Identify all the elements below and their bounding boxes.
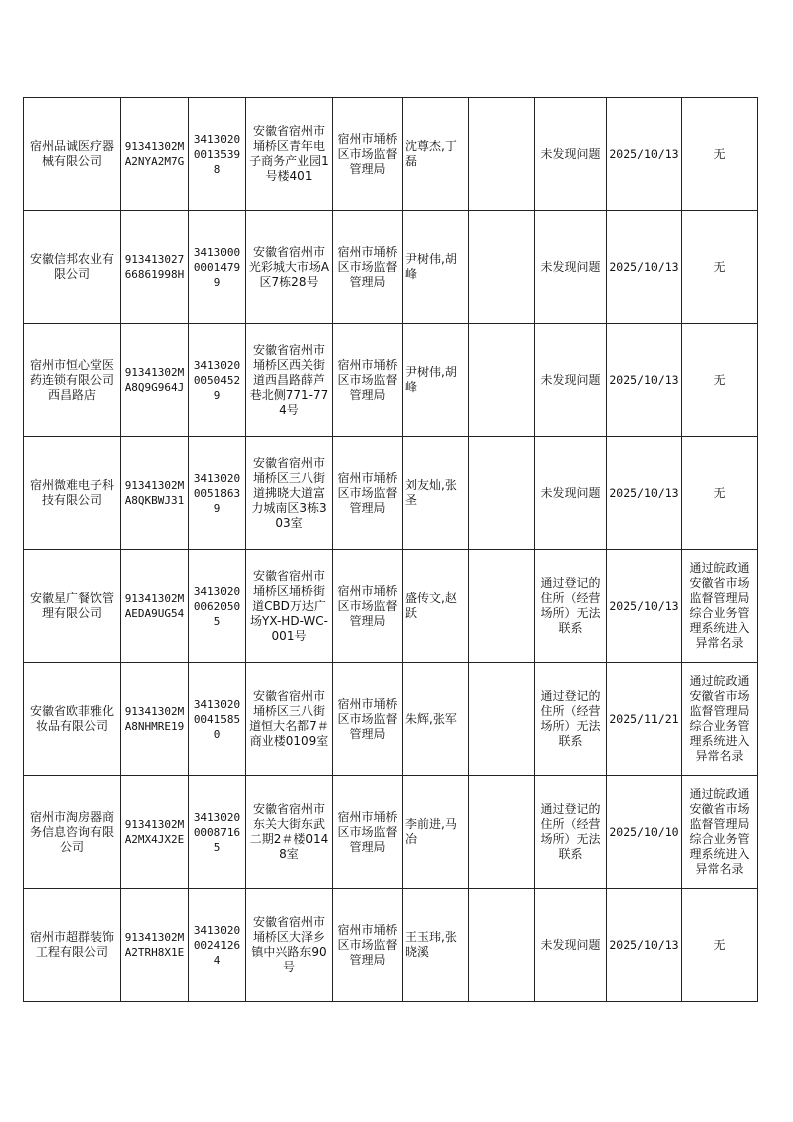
address-cell: 安徽省宿州市埇桥区青年电子商务产业园1号楼401	[246, 98, 333, 211]
result-cell: 未发现问题	[535, 98, 607, 211]
result-cell: 未发现问题	[535, 437, 607, 550]
action-cell: 无	[682, 98, 758, 211]
table-row	[24, 211, 758, 324]
company-name-cell: 宿州市淘房器商务信息咨询有限公司	[24, 776, 121, 889]
blank-cell	[469, 889, 535, 1002]
inspectors-cell: 尹树伟,胡峰	[403, 211, 469, 324]
inspectors-cell: 尹树伟,胡峰	[403, 324, 469, 437]
table-row	[24, 324, 758, 437]
authority-cell: 宿州市埇桥区市场监督管理局	[333, 889, 403, 1002]
registration-number-cell: 341302000415850	[189, 663, 246, 776]
blank-cell	[469, 211, 535, 324]
registration-number-cell: 341302000504529	[189, 324, 246, 437]
company-name-cell: 宿州市恒心堂医药连锁有限公司西昌路店	[24, 324, 121, 437]
company-name-cell: 宿州品诚医疗器械有限公司	[24, 98, 121, 211]
credit-code-cell: 91341302MAEDA9UG54	[121, 550, 189, 663]
date-cell: 2025/10/10	[607, 776, 682, 889]
address-cell: 安徽省宿州市东关大街东武二期2＃楼0148室	[246, 776, 333, 889]
address-cell: 安徽省宿州市埇桥区大泽乡镇中兴路东90号	[246, 889, 333, 1002]
table-row	[24, 550, 758, 663]
action-cell: 通过皖政通安徽省市场监督管理局综合业务管理系统进入异常名录	[682, 663, 758, 776]
blank-cell	[469, 776, 535, 889]
inspectors-cell: 朱辉,张军	[403, 663, 469, 776]
authority-cell: 宿州市埇桥区市场监督管理局	[333, 776, 403, 889]
blank-cell	[469, 663, 535, 776]
credit-code-cell: 91341302MA8NHMRE19	[121, 663, 189, 776]
inspectors-cell: 盛传文,赵跃	[403, 550, 469, 663]
date-cell: 2025/10/13	[607, 324, 682, 437]
action-cell: 无	[682, 324, 758, 437]
company-name-cell: 宿州市超群装饰工程有限公司	[24, 889, 121, 1002]
authority-cell: 宿州市埇桥区市场监督管理局	[333, 211, 403, 324]
authority-cell: 宿州市埇桥区市场监督管理局	[333, 663, 403, 776]
action-cell: 无	[682, 889, 758, 1002]
result-cell: 未发现问题	[535, 211, 607, 324]
credit-code-cell: 91341302MA2NYA2M7G	[121, 98, 189, 211]
inspectors-cell: 王玉玮,张晓溪	[403, 889, 469, 1002]
address-cell: 安徽省宿州市埇桥区三八街道拂晓大道富力城南区3栋303室	[246, 437, 333, 550]
blank-cell	[469, 98, 535, 211]
credit-code-cell: 91341302766861998H	[121, 211, 189, 324]
date-cell: 2025/10/13	[607, 211, 682, 324]
result-cell: 通过登记的住所（经营场所）无法联系	[535, 663, 607, 776]
registration-number-cell: 341302000241264	[189, 889, 246, 1002]
address-cell: 安徽省宿州市埇桥区三八街道恒大名都7＃商业楼0109室	[246, 663, 333, 776]
result-cell: 未发现问题	[535, 889, 607, 1002]
blank-cell	[469, 324, 535, 437]
date-cell: 2025/10/13	[607, 550, 682, 663]
result-cell: 通过登记的住所（经营场所）无法联系	[535, 550, 607, 663]
company-name-cell: 安徽信邦农业有限公司	[24, 211, 121, 324]
address-cell: 安徽省宿州市埇桥区西关街道西昌路薛芦巷北侧771-774号	[246, 324, 333, 437]
credit-code-cell: 91341302MA2MX4JX2E	[121, 776, 189, 889]
authority-cell: 宿州市埇桥区市场监督管理局	[333, 550, 403, 663]
blank-cell	[469, 550, 535, 663]
authority-cell: 宿州市埇桥区市场监督管理局	[333, 98, 403, 211]
credit-code-cell: 91341302MA2TRH8X1E	[121, 889, 189, 1002]
date-cell: 2025/10/13	[607, 98, 682, 211]
inspectors-cell: 李前进,马冶	[403, 776, 469, 889]
registration-number-cell: 341302000135398	[189, 98, 246, 211]
table-body	[24, 98, 758, 1002]
authority-cell: 宿州市埇桥区市场监督管理局	[333, 324, 403, 437]
credit-code-cell: 91341302MA8Q9G964J	[121, 324, 189, 437]
blank-cell	[469, 437, 535, 550]
company-name-cell: 安徽省欧菲雅化妆品有限公司	[24, 663, 121, 776]
registration-number-cell: 341302000620505	[189, 550, 246, 663]
table-row	[24, 663, 758, 776]
table-row	[24, 776, 758, 889]
inspection-records-table	[23, 97, 758, 1002]
company-name-cell: 安徽星广餐饮管理有限公司	[24, 550, 121, 663]
action-cell: 通过皖政通安徽省市场监督管理局综合业务管理系统进入异常名录	[682, 550, 758, 663]
action-cell: 无	[682, 437, 758, 550]
table-row	[24, 437, 758, 550]
address-cell: 安徽省宿州市光彩城大市场A区7栋28号	[246, 211, 333, 324]
credit-code-cell: 91341302MA8QKBWJ31	[121, 437, 189, 550]
table-row	[24, 98, 758, 211]
table-row	[24, 889, 758, 1002]
inspectors-cell: 沈尊杰,丁磊	[403, 98, 469, 211]
inspectors-cell: 刘友灿,张圣	[403, 437, 469, 550]
registration-number-cell: 341300000014799	[189, 211, 246, 324]
date-cell: 2025/10/13	[607, 437, 682, 550]
date-cell: 2025/10/13	[607, 889, 682, 1002]
date-cell: 2025/11/21	[607, 663, 682, 776]
registration-number-cell: 341302000518639	[189, 437, 246, 550]
address-cell: 安徽省宿州市埇桥区埇桥街道CBD万达广场YX-HD-WC-001号	[246, 550, 333, 663]
registration-number-cell: 341302000087165	[189, 776, 246, 889]
company-name-cell: 宿州微难电子科技有限公司	[24, 437, 121, 550]
result-cell: 未发现问题	[535, 324, 607, 437]
result-cell: 通过登记的住所（经营场所）无法联系	[535, 776, 607, 889]
authority-cell: 宿州市埇桥区市场监督管理局	[333, 437, 403, 550]
action-cell: 通过皖政通安徽省市场监督管理局综合业务管理系统进入异常名录	[682, 776, 758, 889]
action-cell: 无	[682, 211, 758, 324]
